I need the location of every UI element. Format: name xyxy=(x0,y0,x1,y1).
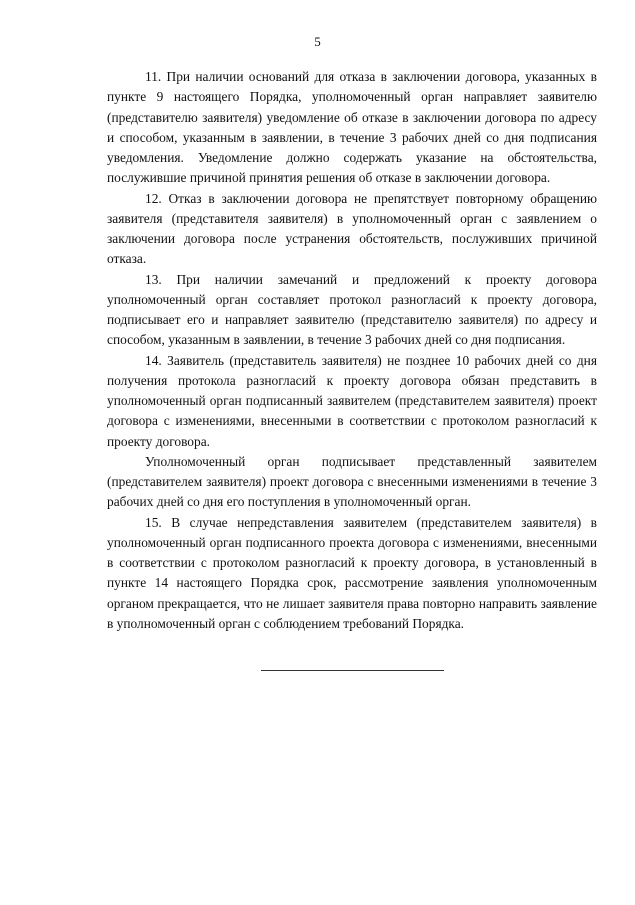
paragraph-14: 14. Заявитель (представитель заявителя) не позднее 10 рабочих дней со дня получения протокола разногласий к проекту договора обязан представить в уполномоченный орган подписанный заявителем (представителем заявителя) проект договора с изменениями, внесенными в соответствии с протоколом разногласий к проекту договора. xyxy=(107,352,597,449)
paragraph-12: 12. Отказ в заключении договора не препятствует повторному обращению заявителя (представителя заявителя) в уполномоченный орган с заявлением о заключении договора после устранения обстоятельств, послуживших причиной отказа. xyxy=(107,190,597,267)
end-of-text-rule xyxy=(261,670,444,671)
paragraph-14-continuation: Уполномоченный орган подписывает представленный заявителем (представителем заявителя) проект договора с внесенными изменениями в течение 3 рабочих дней со дня его поступления в уполномоченный орган. xyxy=(107,453,597,510)
paragraph-15: 15. В случае непредставления заявителем (представителем заявителя) в уполномоченный орган подписанного проекта договора с изменениями, внесенными в соответствии с протоколом разногласий к проекту договора, в установленный в пункте 14 настоящего Порядка срок, рассмотрение заявления уполномоченным органом прекращается, что не лишает заявителя права повторно направить заявление в уполномоченный орган с соблюдением требований Порядка. xyxy=(107,514,597,631)
page-number: 5 xyxy=(314,34,321,49)
document-body xyxy=(107,67,597,634)
paragraph-13: 13. При наличии замечаний и предложений к проекту договора уполномоченный орган составляет протокол разногласий к проекту договора, подписывает его и направляет заявителю (представителю заявителя) по адресу и способом, указанным в заявлении, в течение 3 рабочих дней со дня подписания. xyxy=(107,271,597,348)
paragraph-11: 11. При наличии оснований для отказа в заключении договора, указанных в пункте 9 настоящего Порядка, уполномоченный орган направляет заявителю (представителю заявителя) уведомление об отказе в заключении договора по адресу и способом, указанным в заявлении, в течение 3 рабочих дней со дня подписания уведомления. Уведомление должно содержать указание на обстоятельства, послужившие причиной принятия решения об отказе в заключении договора. xyxy=(107,69,597,186)
